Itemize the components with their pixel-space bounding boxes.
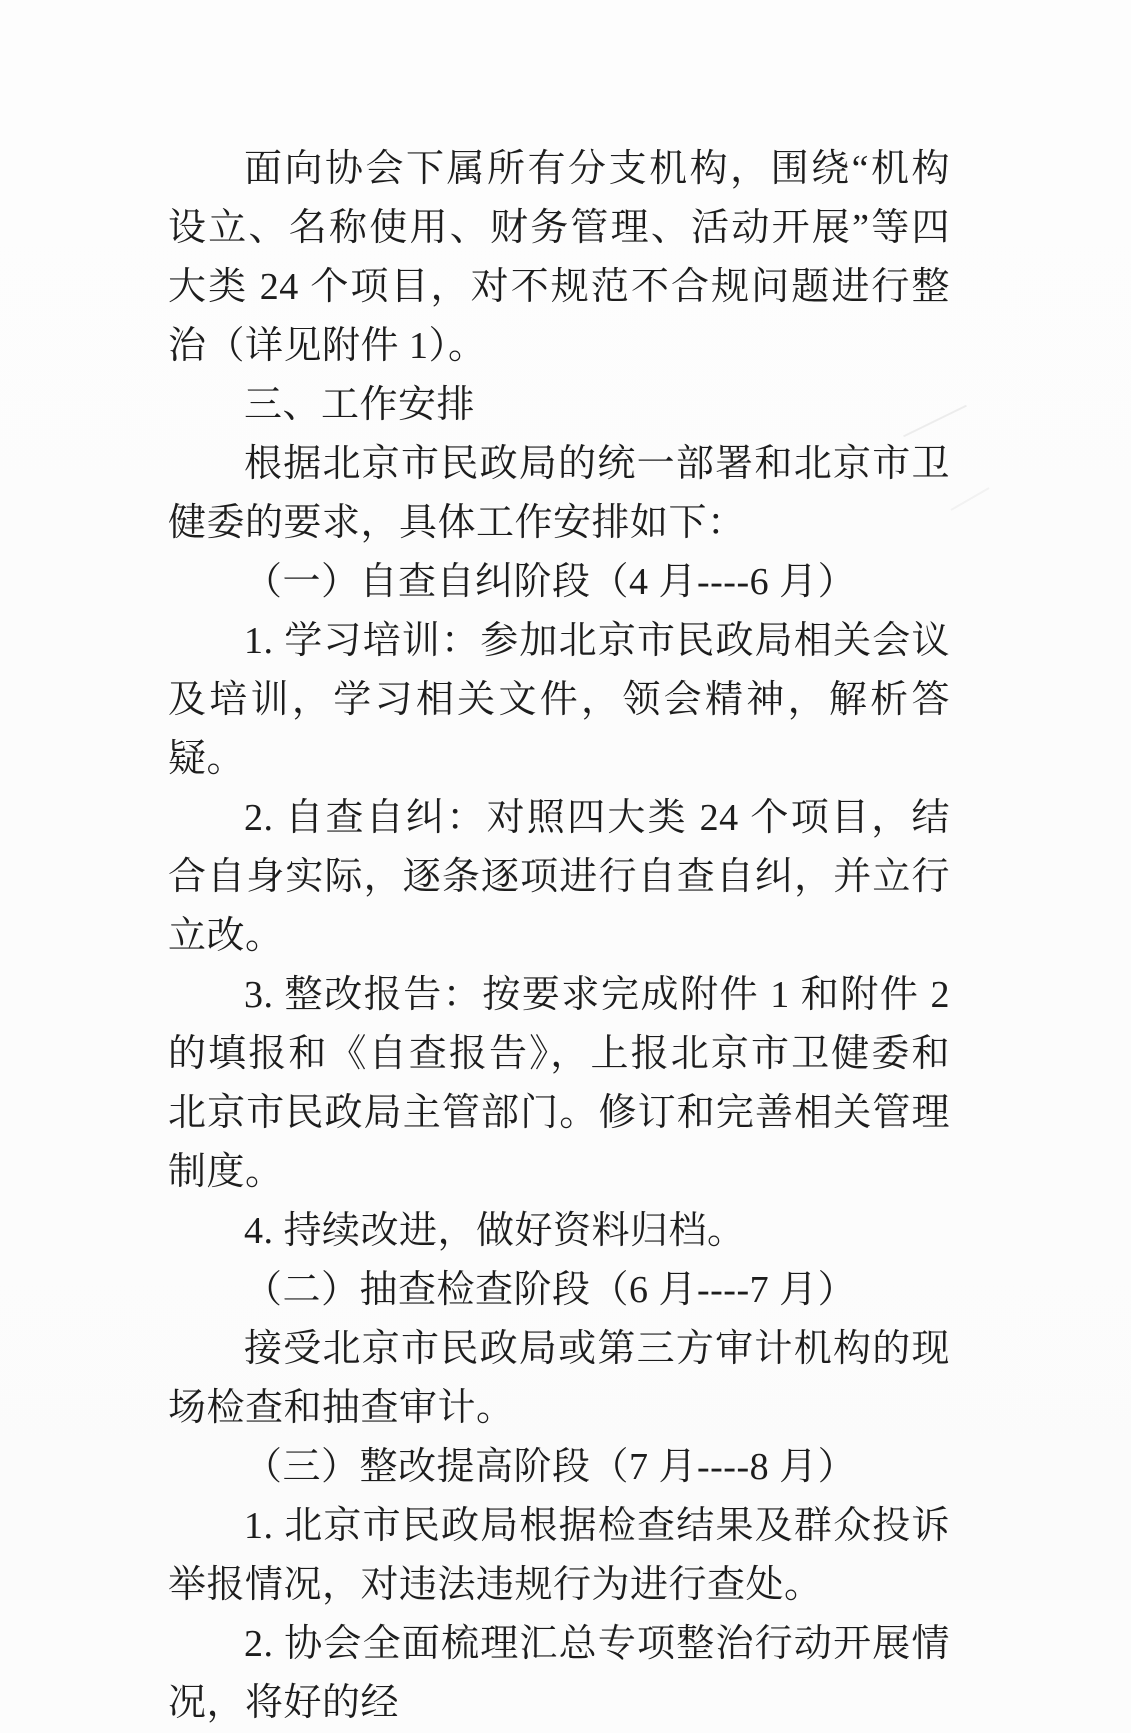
document-body xyxy=(168,140,950,1733)
scan-artifact xyxy=(950,487,989,511)
paragraph: 3. 整改报告：按要求完成附件 1 和附件 2 的填报和《自查报告》，上报北京市卫健委和北京市民政局主管部门。修订和完善相关管理制度。 xyxy=(168,974,950,1193)
paragraph: 4. 持续改进，做好资料归档。 xyxy=(244,1210,746,1252)
paragraph: 2. 协会全面梳理汇总专项整治行动开展情况，将好的经 xyxy=(168,1623,950,1724)
paragraph: 面向协会下属所有分支机构，围绕“机构设立、名称使用、财务管理、活动开展”等四大类 24 个项目，对不规范不合规问题进行整治（详见附件 1）。 xyxy=(168,148,950,367)
paragraph: 1. 北京市民政局根据检查结果及群众投诉举报情况，对违法违规行为进行查处。 xyxy=(168,1505,950,1606)
section-heading: 三、工作安排 xyxy=(244,384,476,426)
paragraph: 2. 自查自纠：对照四大类 24 个项目，结合自身实际，逐条逐项进行自查自纠，并立行立改。 xyxy=(168,797,950,957)
subsection-heading: （二）抽查检查阶段（6 月----7 月） xyxy=(244,1269,857,1311)
paragraph: 1. 学习培训：参加北京市民政局相关会议及培训，学习相关文件，领会精神，解析答疑。 xyxy=(168,620,950,780)
subsection-heading: （三）整改提高阶段（7 月----8 月） xyxy=(244,1446,857,1488)
paragraph: 根据北京市民政局的统一部署和北京市卫健委的要求，具体工作安排如下： xyxy=(168,443,950,544)
subsection-heading: （一）自查自纠阶段（4 月----6 月） xyxy=(244,561,857,603)
paragraph: 接受北京市民政局或第三方审计机构的现场检查和抽查审计。 xyxy=(168,1328,950,1429)
